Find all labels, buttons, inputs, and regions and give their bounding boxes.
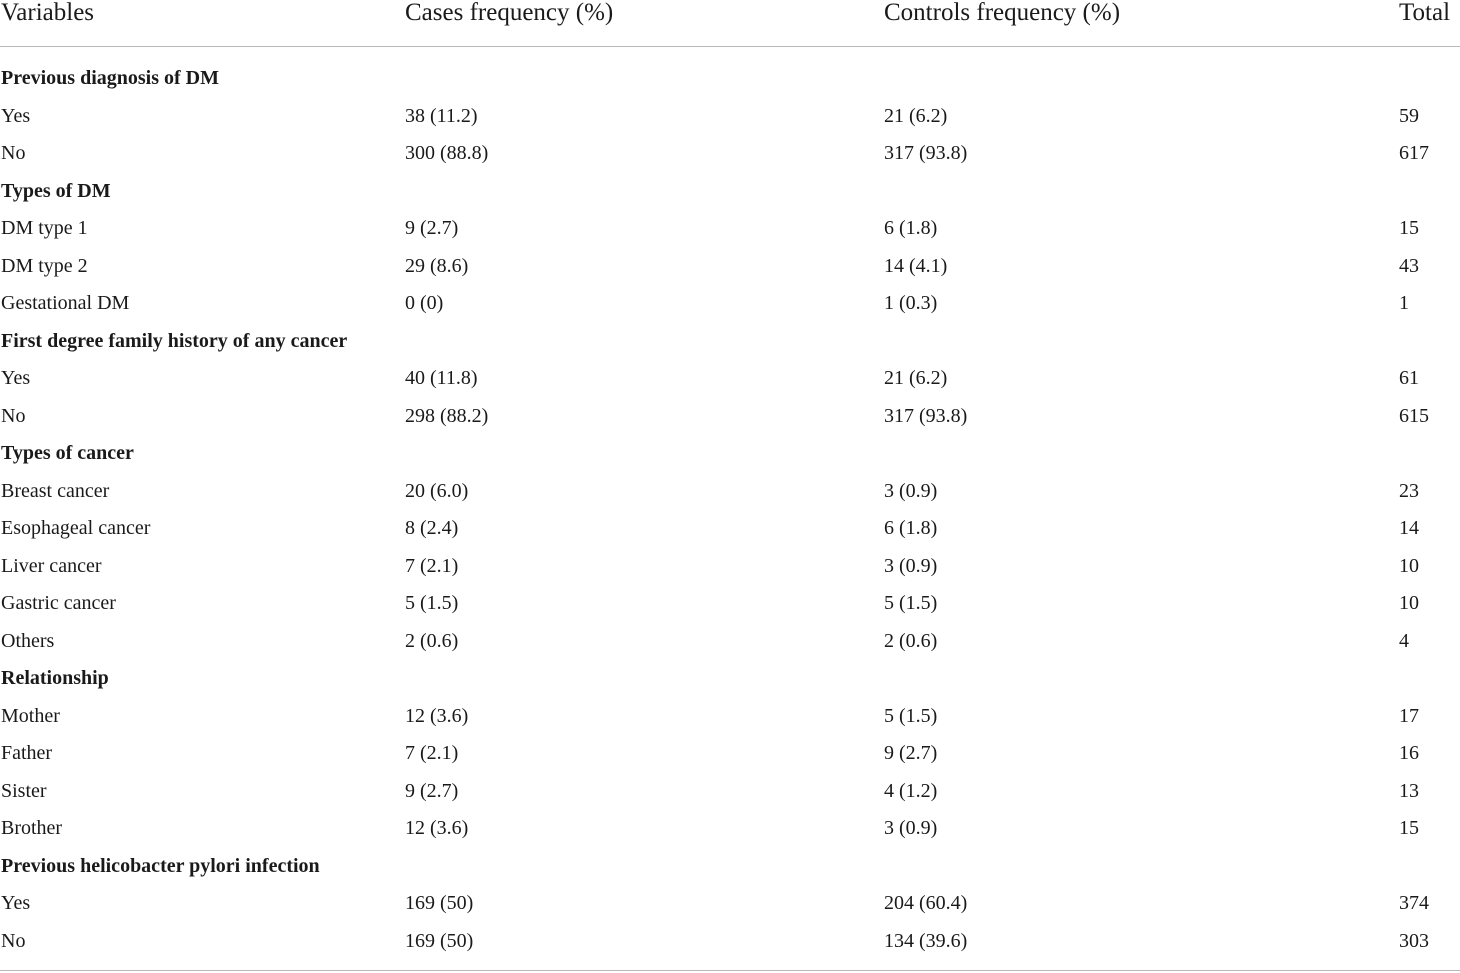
section-label: Previous diagnosis of DM	[1, 67, 219, 89]
cell-variable: DM type 1	[1, 217, 88, 239]
cell-controls: 317 (93.8)	[884, 142, 968, 164]
cell-cases: 40 (11.8)	[405, 367, 478, 389]
cell-controls: 2 (0.6)	[884, 630, 938, 652]
table-row	[0, 479, 1460, 516]
table-row	[0, 816, 1460, 853]
cell-total: 59	[1399, 105, 1419, 127]
table-row	[0, 104, 1460, 141]
cell-controls: 21 (6.2)	[884, 105, 948, 127]
cell-cases: 12 (3.6)	[405, 817, 469, 839]
cell-variable: No	[1, 930, 26, 952]
cell-total: 10	[1399, 555, 1419, 577]
cell-controls: 5 (1.5)	[884, 705, 938, 727]
cell-variable: Yes	[1, 892, 31, 914]
cell-controls: 21 (6.2)	[884, 367, 948, 389]
cell-controls: 317 (93.8)	[884, 405, 968, 427]
section-label: Types of DM	[1, 180, 111, 202]
section-label: Previous helicobacter pylori infection	[1, 855, 320, 877]
cell-variable: No	[1, 405, 26, 427]
header-controls-frequency: Controls frequency (%)	[884, 0, 1121, 26]
table-row	[0, 779, 1460, 816]
section-row	[0, 441, 1460, 478]
cell-cases: 2 (0.6)	[405, 630, 459, 652]
table-row	[0, 554, 1460, 591]
cell-cases: 9 (2.7)	[405, 217, 459, 239]
cell-controls: 5 (1.5)	[884, 592, 938, 614]
header-variables: Variables	[1, 0, 95, 26]
cell-total: 23	[1399, 480, 1419, 502]
cell-controls: 3 (0.9)	[884, 555, 938, 577]
cell-controls: 204 (60.4)	[884, 892, 968, 914]
section-row	[0, 179, 1460, 216]
cell-controls: 6 (1.8)	[884, 517, 938, 539]
table-row	[0, 366, 1460, 403]
cell-controls: 3 (0.9)	[884, 480, 938, 502]
cell-total: 374	[1399, 892, 1429, 914]
cell-cases: 8 (2.4)	[405, 517, 459, 539]
table-row	[0, 629, 1460, 666]
cell-total: 43	[1399, 255, 1419, 277]
cell-variable: Breast cancer	[1, 480, 110, 502]
cell-controls: 134 (39.6)	[884, 930, 968, 952]
cell-total: 15	[1399, 817, 1419, 839]
cell-cases: 38 (11.2)	[405, 105, 478, 127]
cell-cases: 169 (50)	[405, 892, 474, 914]
cell-variable: Gestational DM	[1, 292, 130, 314]
section-label: First degree family history of any cancer	[1, 330, 348, 352]
table-row	[0, 929, 1460, 966]
cell-cases: 7 (2.1)	[405, 742, 459, 764]
cell-cases: 0 (0)	[405, 292, 444, 314]
cell-total: 13	[1399, 780, 1419, 802]
cell-cases: 20 (6.0)	[405, 480, 469, 502]
cell-variable: DM type 2	[1, 255, 88, 277]
cell-variable: Father	[1, 742, 53, 764]
cell-total: 615	[1399, 405, 1429, 427]
table-row	[0, 704, 1460, 741]
cell-controls: 9 (2.7)	[884, 742, 938, 764]
table-row	[0, 254, 1460, 291]
section-row	[0, 329, 1460, 366]
table-row	[0, 141, 1460, 178]
cell-total: 14	[1399, 517, 1419, 539]
header-cases-frequency: Cases frequency (%)	[405, 0, 614, 26]
section-label: Types of cancer	[1, 442, 134, 464]
header-total: Total	[1399, 0, 1451, 26]
cell-variable: Brother	[1, 817, 63, 839]
cell-total: 10	[1399, 592, 1419, 614]
cell-controls: 6 (1.8)	[884, 217, 938, 239]
table-row	[0, 216, 1460, 253]
cell-total: 1	[1399, 292, 1409, 314]
table-row	[0, 516, 1460, 553]
table-row	[0, 891, 1460, 928]
section-row	[0, 66, 1460, 103]
cell-cases: 29 (8.6)	[405, 255, 469, 277]
table-header	[0, 0, 1460, 47]
cell-cases: 5 (1.5)	[405, 592, 459, 614]
cell-cases: 12 (3.6)	[405, 705, 469, 727]
cell-variable: Others	[1, 630, 55, 652]
table-row	[0, 741, 1460, 778]
cell-controls: 4 (1.2)	[884, 780, 938, 802]
cell-cases: 7 (2.1)	[405, 555, 459, 577]
section-label: Relationship	[1, 667, 109, 689]
section-row	[0, 854, 1460, 891]
cell-variable: Liver cancer	[1, 555, 102, 577]
cell-cases: 9 (2.7)	[405, 780, 459, 802]
table-row	[0, 291, 1460, 328]
table-row	[0, 404, 1460, 441]
cell-total: 15	[1399, 217, 1419, 239]
cell-variable: Sister	[1, 780, 47, 802]
cell-total: 4	[1399, 630, 1409, 652]
cell-controls: 1 (0.3)	[884, 292, 938, 314]
cell-variable: Gastric cancer	[1, 592, 116, 614]
cell-total: 61	[1399, 367, 1419, 389]
cell-variable: Mother	[1, 705, 60, 727]
cell-total: 16	[1399, 742, 1419, 764]
cell-total: 617	[1399, 142, 1429, 164]
cell-variable: No	[1, 142, 26, 164]
cell-cases: 169 (50)	[405, 930, 474, 952]
cell-cases: 298 (88.2)	[405, 405, 489, 427]
cell-total: 303	[1399, 930, 1429, 952]
table-row	[0, 591, 1460, 628]
cell-variable: Yes	[1, 105, 31, 127]
cell-cases: 300 (88.8)	[405, 142, 489, 164]
cell-variable: Yes	[1, 367, 31, 389]
cell-controls: 14 (4.1)	[884, 255, 948, 277]
cell-total: 17	[1399, 705, 1419, 727]
cell-controls: 3 (0.9)	[884, 817, 938, 839]
section-row	[0, 666, 1460, 703]
table-bottom-rule	[0, 970, 1460, 971]
cell-variable: Esophageal cancer	[1, 517, 151, 539]
